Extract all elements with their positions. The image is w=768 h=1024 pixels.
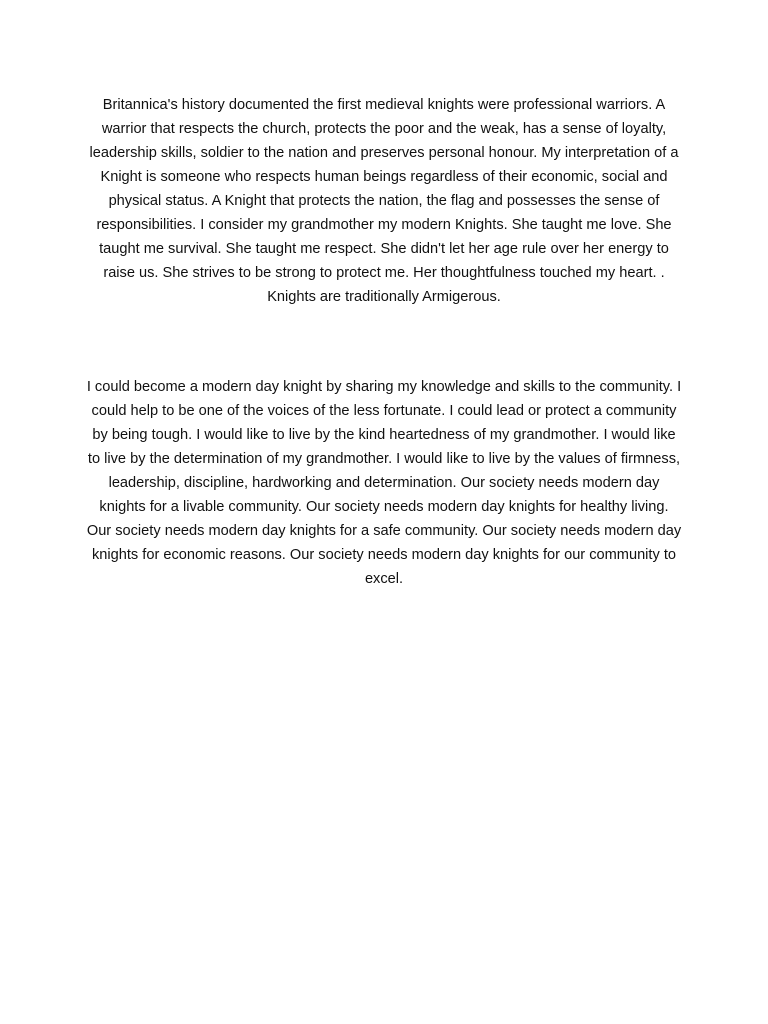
paragraph-modern-day-knight: I could become a modern day knight by sharing my knowledge and skills to the community. I could help to be one of the voices of the less fortunate. I could lead or protect a community by being tough. I would like to live by the kind heartedness of my grandmother. I would like to live by the determination of my grandmother. I would like to live by the values of firmness, leadership, discipline, hardworking and determination. Our society needs modern day knights for a livable community. Our society needs modern day knights for healthy living. Our society needs modern day knights for a safe community. Our society needs modern day knights for economic reasons. Our society needs modern day knights for our community to excel. bbox=[86, 379, 682, 587]
paragraph-knights-definition: Britannica's history documented the first medieval knights were professional warriors. A warrior that respects the church, protects the poor and the weak, has a sense of loyalty, leadership skills, soldier to the nation and preserves personal honour. My interpretation of a Knight is someone who respects human beings regardless of their economic, social and physical status. A Knight that protects the nation, the flag and possesses the sense of responsibilities. I consider my grandmother my modern Knights. She taught me love. She taught me survival. She taught me respect. She didn't let her age rule over her energy to raise us. She strives to be strong to protect me. Her thoughtfulness touched my heart. . Knights are traditionally Armigerous. bbox=[89, 97, 679, 305]
